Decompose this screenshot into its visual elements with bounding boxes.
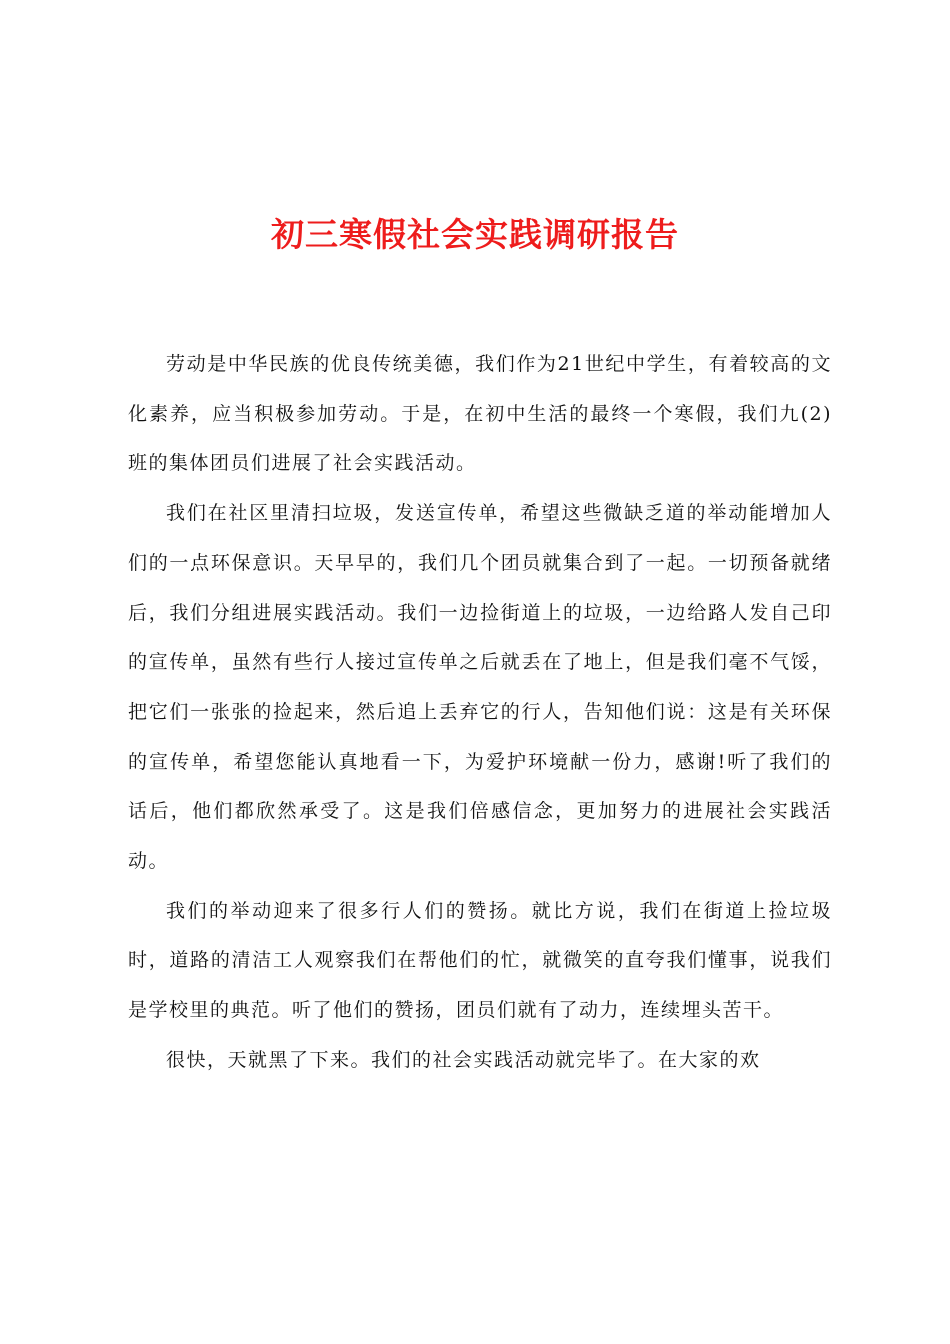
paragraph-2: 我们在社区里清扫垃圾，发送宣传单，希望这些微缺乏道的举动能增加人们的一点环保意识。天早早的，我们几个团员就集合到了一起。一切预备就绪后，我们分组进展实践活动。我们一边捡街道上的垃圾，一边给路人发自己印的宣传单，虽然有些行人接过宣传单之后就丢在了地上，但是我们毫不气馁，把它们一张张的捡起来，然后追上丢弃它的行人，告知他们说：这是有关环保的宣传单，希望您能认真地看一下，为爱护环境献一份力，感谢!听了我们的话后，他们都欣然承受了。这是我们倍感信念，更加努力的进展社会实践活动。 bbox=[128, 502, 832, 873]
document-body bbox=[128, 340, 832, 1086]
paragraph-4: 很快，天就黑了下来。我们的社会实践活动就完毕了。在大家的欢 bbox=[166, 1048, 761, 1071]
document-title: 初三寒假社会实践调研报告 bbox=[271, 215, 679, 254]
paragraph-3: 我们的举动迎来了很多行人们的赞扬。就比方说，我们在街道上捡垃圾时，道路的清洁工人观察我们在帮他们的忙，就微笑的直夸我们懂事，说我们是学校里的典范。听了他们的赞扬，团员们就有了动力，连续埋头苦干。 bbox=[128, 899, 832, 1022]
paragraph-1: 劳动是中华民族的优良传统美德，我们作为21世纪中学生，有着较高的文化素养，应当积极参加劳动。于是，在初中生活的最终一个寒假，我们九(2)班的集体团员们进展了社会实践活动。 bbox=[128, 353, 832, 475]
